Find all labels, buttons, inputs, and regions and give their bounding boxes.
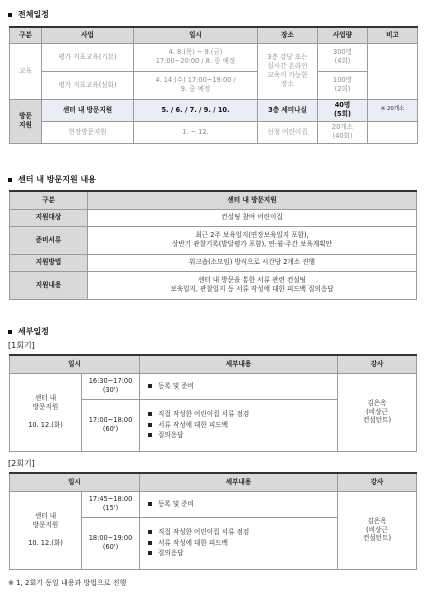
session1-table [9, 354, 417, 452]
slot-content [140, 399, 338, 451]
section-heading-detailed: 세부일정 [8, 326, 49, 337]
session-date: 10. 12.(화) [28, 539, 63, 548]
table-cell-project: 평가 지표교육(기본) [42, 43, 134, 71]
list-item: 등록 및 준비 [148, 381, 335, 392]
table-cell-amount: 20개소 (40회) [318, 121, 368, 143]
col-header: 사업량 [318, 27, 368, 43]
row-label: 준비서류 [10, 226, 88, 254]
time-slot: 16:30~17:00 (30') [82, 373, 140, 399]
table-cell-datetime: 4. 14.(수) 17:00~19:00 / 9. 중 예정 [134, 71, 258, 99]
list-item: 직접 작성한 어린이집 서류 점검 [148, 409, 335, 420]
group-label-visit: 방문 지원 [10, 99, 42, 143]
col-header: 구분 [10, 191, 88, 209]
row-value: 최근 2주 보육일지(연장보육일지 포함), 상반기 관찰기록(발달평가 포함), 연·월·주간 보육계획안 [88, 226, 417, 254]
col-header: 사업 [42, 27, 134, 43]
time-slot: 17:45~18:00 (15') [82, 491, 140, 517]
table-cell-place: 3층 강당 또는 실시간 온라인 교육이 가능한 장소 [258, 43, 318, 99]
table-cell-place: 신청 어린이집 [258, 121, 318, 143]
table-cell-note [368, 121, 418, 143]
bullet-square-icon [8, 178, 12, 182]
col-header: 강사 [338, 355, 417, 373]
col-header: 일시 [134, 27, 258, 43]
col-header: 센터 내 방문지원 [88, 191, 417, 209]
table-cell-amount: 300명 (4회) [318, 43, 368, 71]
instructor-cell: 김은옥 (비상근 컨설턴트) [338, 491, 417, 569]
session-date: 10. 12.(화) [28, 421, 63, 430]
table-cell-datetime: 4. 8.(목) ~ 9.(금) 17:00~20:00 / 8. 중 예정 [134, 43, 258, 71]
row-value: 센터 내 방문을 통한 서류 관련 컨설팅 보육일지, 관찰일지 등 서류 작성에 대한 피드백 질의응답 [88, 271, 417, 299]
table-cell-project: 센터 내 방문지원 [42, 99, 134, 121]
row-label: 지원방법 [10, 254, 88, 271]
table-cell-datetime: 5. / 6. / 7. / 9. / 10. [134, 99, 258, 121]
table-cell-amount: 40명 (5회) [318, 99, 368, 121]
slot-content [140, 373, 338, 399]
instructor-cell: 김은옥 (비상근 컨설턴트) [338, 373, 417, 451]
row-label: 지원대상 [10, 209, 88, 226]
col-header: 세부내용 [140, 473, 338, 491]
table-cell-datetime: 1. ~ 12. [134, 121, 258, 143]
col-header: 비고 [368, 27, 418, 43]
table-cell-note: ※ 20개소 [368, 99, 418, 121]
slot-content [140, 517, 338, 569]
table-cell-note [368, 43, 418, 99]
time-slot: 17:00~18:00 (60') [82, 399, 140, 451]
group-label-education: 교육 [10, 43, 42, 99]
table-cell-place: 3층 세미나실 [258, 99, 318, 121]
list-item: 서류 작성에 대한 피드백 [148, 538, 335, 549]
session2-label: [2회기] [8, 459, 35, 468]
overall-schedule-table [9, 26, 418, 144]
col-header: 강사 [338, 473, 417, 491]
row-value: 워크숍(소모임) 방식으로 시간당 2개소 진행 [88, 254, 417, 271]
row-value: 컨설팅 참여 어린이집 [88, 209, 417, 226]
row-label: 지원내용 [10, 271, 88, 299]
list-item: 질의응답 [148, 548, 335, 559]
section-heading-overall: 전체일정 [8, 9, 49, 20]
col-header: 장소 [258, 27, 318, 43]
session-event: 센터 내 방문지원 [32, 393, 59, 411]
section-heading-center-visit: 센터 내 방문지원 내용 [8, 174, 96, 185]
time-slot: 18:00~19:00 (60') [82, 517, 140, 569]
session1-label: [1회기] [8, 341, 35, 350]
session-event-cell [10, 373, 82, 451]
list-item: 등록 및 준비 [148, 499, 335, 510]
col-header: 구분 [10, 27, 42, 43]
table-cell-amount: 100명 (2회) [318, 71, 368, 99]
list-item: 서류 작성에 대한 피드백 [148, 420, 335, 431]
footnote: ※ 1, 2회기 동일 내용과 방법으로 진행 [8, 579, 127, 587]
bullet-square-icon [8, 13, 12, 17]
col-header: 세부내용 [140, 355, 338, 373]
session-event: 센터 내 방문지원 [32, 511, 59, 529]
session2-table [9, 472, 417, 570]
table-cell-project: 평가 지표교육(심화) [42, 71, 134, 99]
col-header: 일시 [10, 473, 140, 491]
session-event-cell [10, 491, 82, 569]
center-visit-table [9, 190, 417, 300]
list-item: 질의응답 [148, 430, 335, 441]
col-header: 일시 [10, 355, 140, 373]
list-item: 직접 작성한 어린이집 서류 점검 [148, 527, 335, 538]
bullet-square-icon [8, 330, 12, 334]
slot-content [140, 491, 338, 517]
table-cell-project: 현장방문지원 [42, 121, 134, 143]
